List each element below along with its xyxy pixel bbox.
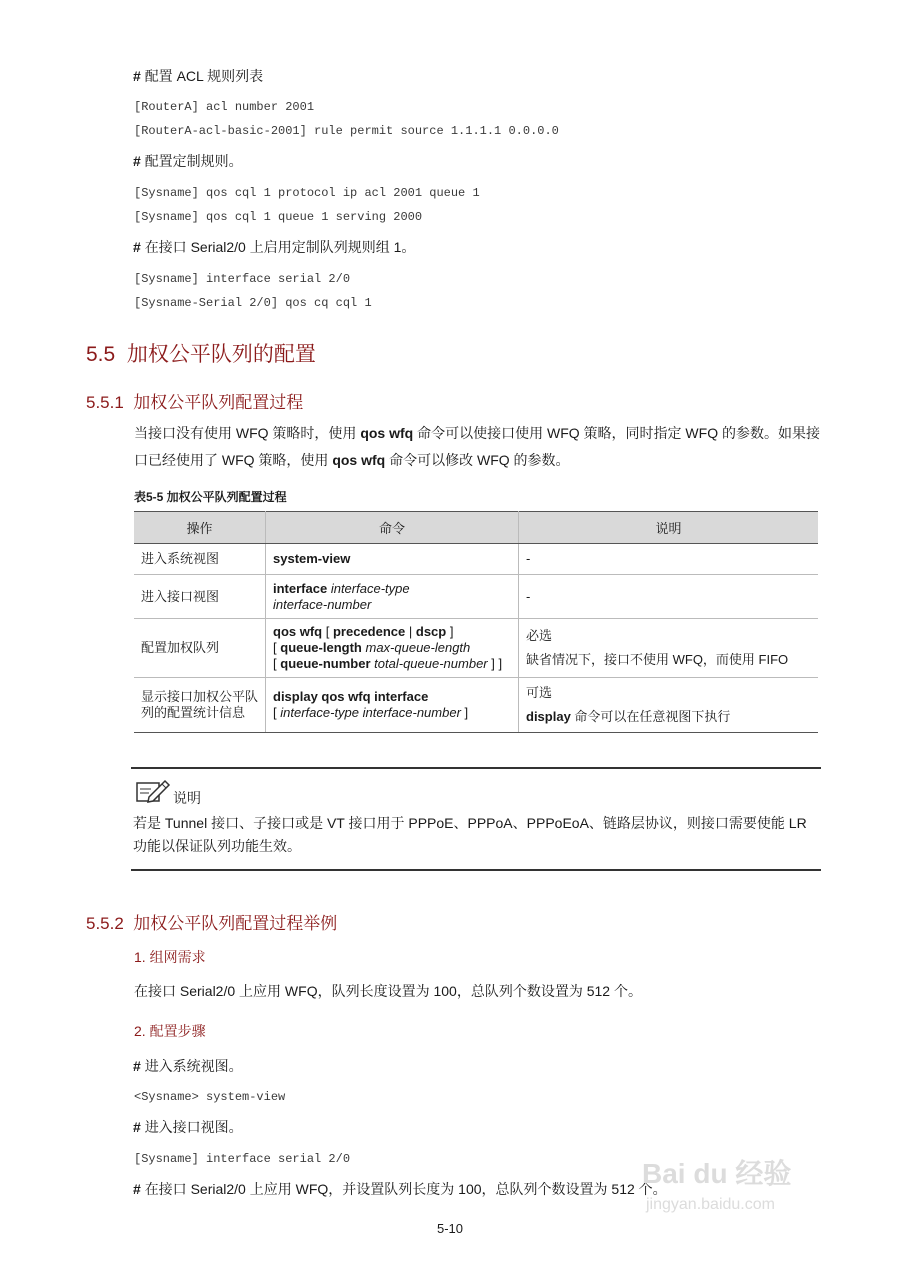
step-text: # 进入接口视图。 bbox=[133, 1119, 243, 1135]
table-caption: 表5-5 加权公平队列配置过程 bbox=[134, 490, 287, 504]
table-row bbox=[134, 575, 818, 619]
page-number: 5-10 bbox=[437, 1221, 464, 1236]
table-row bbox=[134, 544, 818, 575]
code-line: [RouterA] acl number 2001 bbox=[134, 100, 315, 114]
table-header: 说明 bbox=[519, 512, 819, 544]
code-line: [Sysname] interface serial 2/0 bbox=[134, 272, 351, 286]
table-cell-desc: - bbox=[519, 575, 819, 619]
table-cell-desc: 必选 缺省情况下，接口不使用 WFQ，而使用 FIFO bbox=[519, 619, 819, 678]
code-line: [Sysname] qos cql 1 queue 1 serving 2000 bbox=[134, 210, 423, 224]
section-heading: 5.5 加权公平队列的配置 bbox=[86, 343, 316, 366]
table-row bbox=[134, 619, 818, 678]
table-cell-cmd: display qos wfq interface [ interface-type interface-number ] bbox=[266, 678, 519, 733]
table-cell-op: 进入系统视图 bbox=[134, 544, 266, 575]
table-cell-op: 进入接口视图 bbox=[134, 575, 266, 619]
watermark-url: jingyan.baidu.com bbox=[646, 1196, 775, 1213]
note-box bbox=[131, 767, 821, 871]
code-line: [Sysname] interface serial 2/0 bbox=[134, 1152, 351, 1166]
table-header: 命令 bbox=[266, 512, 519, 544]
step-apply-title: # 在接口 Serial2/0 上启用定制队列规则组 1。 bbox=[133, 239, 416, 255]
watermark-logo: Bai du 经验 bbox=[642, 1158, 792, 1189]
step-acl-title: # 配置 ACL 规则列表 bbox=[133, 68, 264, 84]
steps-heading: 2. 配置步骤 bbox=[134, 1023, 206, 1039]
requirement-heading: 1. 组网需求 bbox=[134, 949, 206, 965]
note-label: 说明 bbox=[173, 790, 201, 806]
step-text: # 进入系统视图。 bbox=[133, 1058, 243, 1074]
table-cell-op: 显示接口加权公平队列的配置统计信息 bbox=[134, 678, 266, 733]
code-line: [Sysname-Serial 2/0] qos cq cql 1 bbox=[134, 296, 372, 310]
note-text: 若是 Tunnel 接口、子接口或是 VT 接口用于 PPPoE、PPPoA、PPPoEoA、链路层协议，则接口需要使能 LR 功能以保证队列功能生效。 bbox=[133, 815, 807, 854]
table-header: 操作 bbox=[134, 512, 266, 544]
table-row bbox=[134, 678, 818, 733]
note-pencil-icon bbox=[135, 777, 171, 805]
table-cell-desc: - bbox=[519, 544, 819, 575]
table-cell-cmd: interface interface-type interface-number bbox=[266, 575, 519, 619]
table-cell-cmd: system-view bbox=[266, 544, 519, 575]
table-cell-desc: 可选 display 命令可以在任意视图下执行 bbox=[519, 678, 819, 733]
intro-paragraph: 当接口没有使用 WFQ 策略时，使用 qos wfq 命令可以使接口使用 WFQ 策略，同时指定 WFQ 的参数。如果接口已经使用了 WFQ 策略，使用 qos wfq 命令可以修改 WFQ 的参数。 bbox=[134, 425, 820, 468]
config-table bbox=[134, 511, 818, 733]
table-cell-cmd: qos wfq [ precedence | dscp ] [ queue-length max-queue-length [ queue-number total-queue-number ] ] bbox=[266, 619, 519, 678]
subsection-heading: 5.5.2 加权公平队列配置过程举例 bbox=[86, 914, 338, 933]
code-line: <Sysname> system-view bbox=[134, 1090, 286, 1104]
step-rule-title: # 配置定制规则。 bbox=[133, 153, 243, 169]
requirement-text: 在接口 Serial2/0 上应用 WFQ，队列长度设置为 100，总队列个数设置为 512 个。 bbox=[134, 983, 642, 999]
step-text: # 在接口 Serial2/0 上应用 WFQ，并设置队列长度为 100，总队列个数设置为 512 个。 bbox=[133, 1181, 667, 1197]
subsection-heading: 5.5.1 加权公平队列配置过程 bbox=[86, 393, 304, 412]
code-line: [RouterA-acl-basic-2001] rule permit source 1.1.1.1 0.0.0.0 bbox=[134, 124, 559, 138]
table-cell-op: 配置加权队列 bbox=[134, 619, 266, 678]
table-header-row bbox=[134, 512, 818, 544]
code-line: [Sysname] qos cql 1 protocol ip acl 2001 queue 1 bbox=[134, 186, 480, 200]
